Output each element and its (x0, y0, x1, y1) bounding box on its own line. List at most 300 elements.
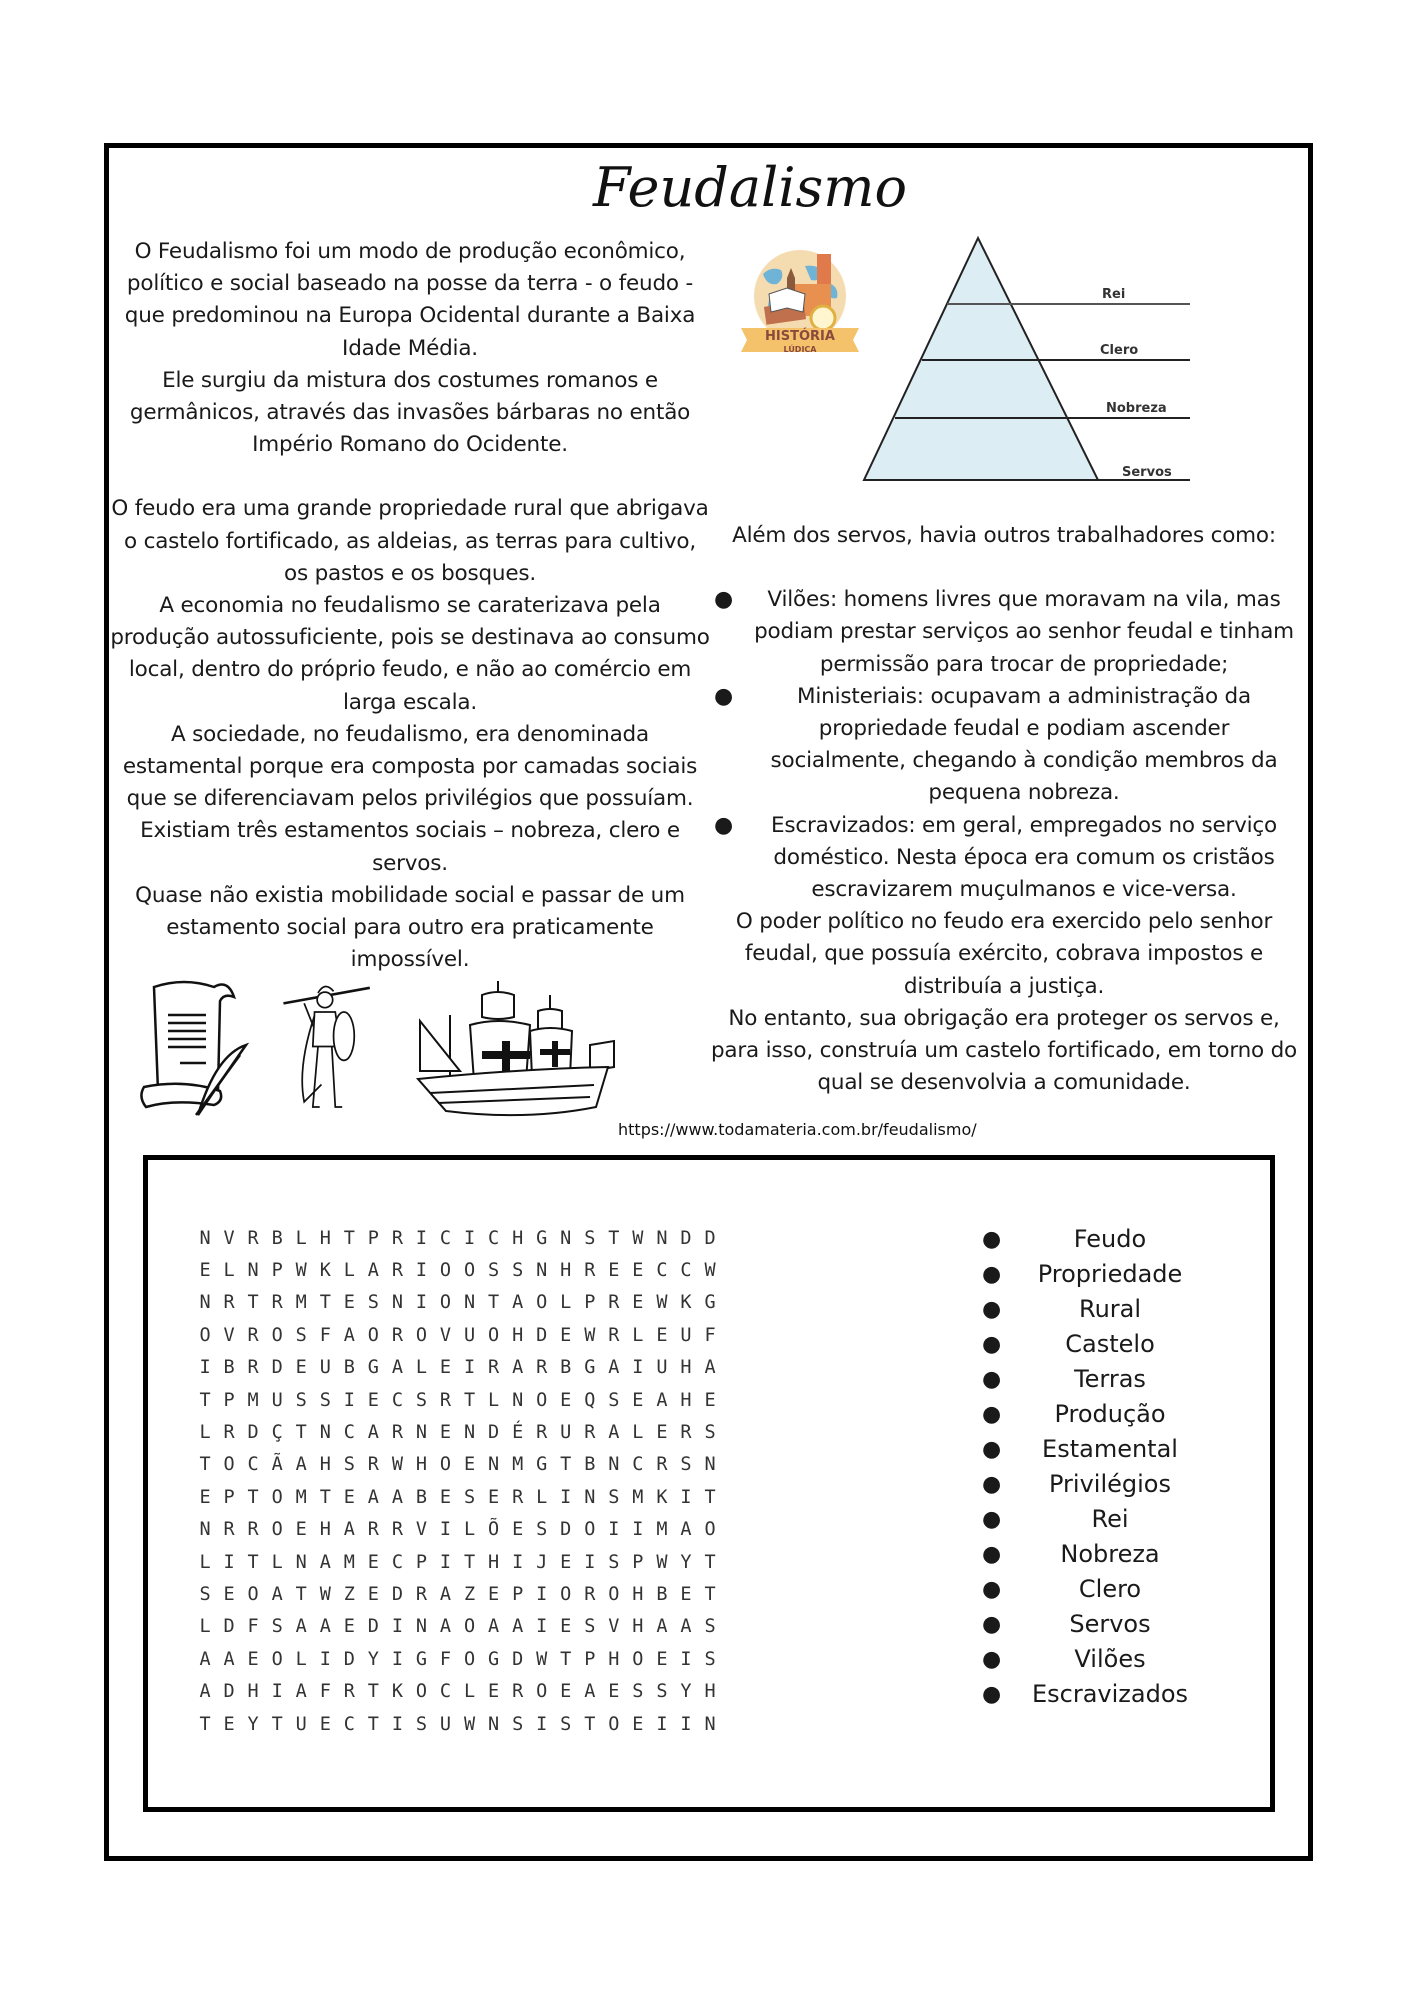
grid-cell[interactable]: U (439, 1713, 452, 1735)
grid-cell[interactable]: R (391, 1260, 403, 1282)
grid-cell[interactable]: I (680, 1648, 692, 1670)
grid-cell[interactable]: L (463, 1681, 476, 1703)
grid-cell[interactable]: L (632, 1422, 644, 1444)
grid-cell[interactable]: E (560, 1681, 572, 1703)
grid-cell[interactable]: C (343, 1713, 355, 1735)
grid-cell[interactable]: E (199, 1260, 211, 1282)
grid-cell[interactable]: I (584, 1551, 596, 1573)
grid-cell[interactable]: T (319, 1292, 331, 1314)
grid-cell[interactable]: S (512, 1260, 524, 1282)
grid-cell[interactable]: R (247, 1324, 259, 1346)
grid-cell[interactable]: E (560, 1324, 572, 1346)
grid-cell[interactable]: S (680, 1454, 692, 1476)
grid-cell[interactable]: U (680, 1324, 692, 1346)
grid-cell[interactable]: N (319, 1422, 331, 1444)
grid-cell[interactable]: P (415, 1551, 428, 1573)
grid-cell[interactable]: D (704, 1227, 716, 1249)
grid-cell[interactable]: A (704, 1357, 716, 1379)
grid-cell[interactable]: H (608, 1648, 620, 1670)
grid-cell[interactable]: C (247, 1454, 259, 1476)
grid-cell[interactable]: M (295, 1292, 307, 1314)
grid-cell[interactable]: G (415, 1648, 428, 1670)
grid-cell[interactable]: I (415, 1227, 428, 1249)
grid-cell[interactable]: A (199, 1681, 211, 1703)
grid-cell[interactable]: N (391, 1292, 403, 1314)
grid-cell[interactable]: S (608, 1486, 620, 1508)
grid-cell[interactable]: D (391, 1583, 403, 1605)
grid-cell[interactable]: A (271, 1583, 283, 1605)
grid-cell[interactable]: Y (367, 1648, 379, 1670)
grid-cell[interactable]: I (560, 1486, 572, 1508)
grid-cell[interactable]: T (367, 1713, 379, 1735)
grid-cell[interactable]: S (319, 1389, 331, 1411)
grid-cell[interactable]: D (271, 1357, 283, 1379)
grid-cell[interactable]: D (343, 1648, 355, 1670)
grid-cell[interactable]: S (560, 1713, 572, 1735)
grid-cell[interactable]: Õ (488, 1519, 500, 1541)
grid-cell[interactable]: L (415, 1357, 428, 1379)
grid-cell[interactable]: L (536, 1486, 548, 1508)
grid-cell[interactable]: M (295, 1486, 307, 1508)
grid-cell[interactable]: O (584, 1519, 596, 1541)
grid-cell[interactable]: F (319, 1681, 331, 1703)
grid-cell[interactable]: P (223, 1389, 235, 1411)
grid-cell[interactable]: S (704, 1648, 716, 1670)
grid-cell[interactable]: U (463, 1324, 476, 1346)
grid-cell[interactable]: R (223, 1519, 235, 1541)
grid-cell[interactable]: I (439, 1551, 452, 1573)
grid-cell[interactable]: E (367, 1551, 379, 1573)
grid-cell[interactable]: R (608, 1292, 620, 1314)
grid-cell[interactable]: C (488, 1227, 500, 1249)
grid-cell[interactable]: R (391, 1519, 403, 1541)
grid-cell[interactable]: Q (584, 1389, 596, 1411)
grid-cell[interactable]: E (295, 1519, 307, 1541)
grid-cell[interactable]: S (584, 1616, 596, 1638)
grid-cell[interactable]: H (512, 1324, 524, 1346)
grid-cell[interactable]: N (512, 1389, 524, 1411)
grid-cell[interactable]: E (656, 1648, 668, 1670)
grid-cell[interactable]: I (680, 1486, 692, 1508)
grid-cell[interactable]: R (247, 1519, 259, 1541)
grid-cell[interactable]: W (632, 1227, 644, 1249)
grid-cell[interactable]: R (247, 1227, 259, 1249)
grid-cell[interactable]: T (247, 1551, 259, 1573)
grid-cell[interactable]: E (608, 1681, 620, 1703)
grid-cell[interactable]: E (488, 1583, 500, 1605)
grid-cell[interactable]: R (584, 1260, 596, 1282)
grid-cell[interactable]: R (439, 1389, 452, 1411)
grid-cell[interactable]: A (488, 1616, 500, 1638)
grid-cell[interactable]: N (536, 1260, 548, 1282)
grid-cell[interactable]: F (319, 1324, 331, 1346)
grid-cell[interactable]: E (632, 1292, 644, 1314)
grid-cell[interactable]: F (247, 1616, 259, 1638)
grid-cell[interactable]: V (415, 1519, 428, 1541)
grid-cell[interactable]: T (343, 1227, 355, 1249)
grid-cell[interactable]: S (584, 1227, 596, 1249)
grid-cell[interactable]: O (415, 1324, 428, 1346)
grid-cell[interactable]: U (271, 1389, 283, 1411)
grid-cell[interactable]: D (223, 1616, 235, 1638)
grid-cell[interactable]: E (439, 1486, 452, 1508)
grid-cell[interactable]: T (367, 1681, 379, 1703)
grid-cell[interactable]: I (512, 1551, 524, 1573)
grid-cell[interactable]: B (223, 1357, 235, 1379)
grid-cell[interactable]: E (560, 1616, 572, 1638)
grid-cell[interactable]: R (415, 1583, 428, 1605)
grid-cell[interactable]: V (223, 1227, 235, 1249)
grid-cell[interactable]: T (704, 1583, 716, 1605)
grid-cell[interactable]: B (584, 1454, 596, 1476)
grid-cell[interactable]: H (680, 1357, 692, 1379)
grid-cell[interactable]: E (343, 1616, 355, 1638)
grid-cell[interactable]: S (343, 1454, 355, 1476)
grid-cell[interactable]: A (343, 1324, 355, 1346)
grid-cell[interactable]: R (584, 1422, 596, 1444)
grid-cell[interactable]: P (632, 1551, 644, 1573)
grid-cell[interactable]: I (608, 1519, 620, 1541)
grid-cell[interactable]: E (199, 1486, 211, 1508)
grid-cell[interactable]: O (271, 1324, 283, 1346)
grid-cell[interactable]: W (704, 1260, 716, 1282)
grid-cell[interactable]: N (463, 1422, 476, 1444)
grid-cell[interactable]: F (704, 1324, 716, 1346)
grid-cell[interactable]: B (415, 1486, 428, 1508)
grid-cell[interactable]: I (391, 1616, 403, 1638)
grid-cell[interactable]: V (608, 1616, 620, 1638)
grid-cell[interactable]: M (656, 1519, 668, 1541)
grid-cell[interactable]: K (680, 1292, 692, 1314)
grid-cell[interactable]: A (295, 1616, 307, 1638)
grid-cell[interactable]: B (560, 1357, 572, 1379)
grid-cell[interactable]: A (319, 1551, 331, 1573)
grid-cell[interactable]: S (536, 1519, 548, 1541)
grid-cell[interactable]: L (343, 1260, 355, 1282)
grid-cell[interactable]: A (295, 1681, 307, 1703)
grid-cell[interactable]: E (656, 1324, 668, 1346)
grid-cell[interactable]: R (367, 1519, 379, 1541)
grid-cell[interactable]: N (488, 1713, 500, 1735)
grid-cell[interactable]: O (367, 1324, 379, 1346)
grid-cell[interactable]: J (536, 1551, 548, 1573)
grid-cell[interactable]: T (199, 1713, 211, 1735)
grid-cell[interactable]: G (704, 1292, 716, 1314)
grid-cell[interactable]: E (512, 1519, 524, 1541)
grid-cell[interactable]: A (391, 1486, 403, 1508)
grid-cell[interactable]: H (632, 1616, 644, 1638)
grid-cell[interactable]: S (271, 1616, 283, 1638)
grid-cell[interactable]: R (343, 1681, 355, 1703)
grid-cell[interactable]: N (463, 1292, 476, 1314)
grid-cell[interactable]: D (488, 1422, 500, 1444)
grid-cell[interactable]: B (271, 1227, 283, 1249)
grid-cell[interactable]: T (319, 1486, 331, 1508)
grid-cell[interactable]: I (271, 1681, 283, 1703)
grid-cell[interactable]: P (271, 1260, 283, 1282)
grid-cell[interactable]: L (463, 1519, 476, 1541)
grid-cell[interactable]: S (608, 1551, 620, 1573)
grid-cell[interactable]: M (343, 1551, 355, 1573)
grid-cell[interactable]: S (512, 1713, 524, 1735)
grid-cell[interactable]: O (608, 1713, 620, 1735)
grid-cell[interactable]: T (295, 1422, 307, 1444)
grid-cell[interactable]: U (319, 1357, 331, 1379)
grid-cell[interactable]: L (199, 1616, 211, 1638)
grid-cell[interactable]: M (247, 1389, 259, 1411)
grid-cell[interactable]: O (536, 1681, 548, 1703)
grid-cell[interactable]: O (536, 1389, 548, 1411)
grid-cell[interactable]: D (512, 1648, 524, 1670)
grid-cell[interactable]: K (391, 1681, 403, 1703)
grid-cell[interactable]: E (367, 1389, 379, 1411)
grid-cell[interactable]: E (704, 1389, 716, 1411)
grid-cell[interactable]: A (343, 1519, 355, 1541)
grid-cell[interactable]: I (463, 1357, 476, 1379)
grid-cell[interactable]: I (343, 1389, 355, 1411)
grid-cell[interactable]: S (704, 1422, 716, 1444)
grid-cell[interactable]: H (632, 1583, 644, 1605)
grid-cell[interactable]: A (199, 1648, 211, 1670)
grid-cell[interactable]: Ã (271, 1454, 283, 1476)
grid-cell[interactable]: O (271, 1486, 283, 1508)
grid-cell[interactable]: L (632, 1324, 644, 1346)
grid-cell[interactable]: N (199, 1227, 211, 1249)
grid-cell[interactable]: S (415, 1389, 428, 1411)
grid-cell[interactable]: N (656, 1227, 668, 1249)
grid-cell[interactable]: I (680, 1713, 692, 1735)
grid-cell[interactable]: P (367, 1227, 379, 1249)
grid-cell[interactable]: A (512, 1616, 524, 1638)
grid-cell[interactable]: O (536, 1292, 548, 1314)
grid-cell[interactable]: M (632, 1486, 644, 1508)
grid-cell[interactable]: N (247, 1260, 259, 1282)
grid-cell[interactable]: Y (680, 1551, 692, 1573)
grid-cell[interactable]: E (680, 1583, 692, 1605)
grid-cell[interactable]: P (584, 1292, 596, 1314)
grid-cell[interactable]: C (439, 1227, 452, 1249)
grid-cell[interactable]: L (199, 1551, 211, 1573)
grid-cell[interactable]: H (512, 1227, 524, 1249)
grid-cell[interactable]: R (536, 1357, 548, 1379)
grid-cell[interactable]: E (247, 1648, 259, 1670)
grid-cell[interactable]: O (271, 1648, 283, 1670)
grid-cell[interactable]: U (295, 1713, 307, 1735)
grid-cell[interactable]: B (343, 1357, 355, 1379)
grid-cell[interactable]: I (223, 1551, 235, 1573)
grid-cell[interactable]: S (463, 1486, 476, 1508)
grid-cell[interactable]: T (247, 1292, 259, 1314)
grid-cell[interactable]: V (223, 1324, 235, 1346)
grid-cell[interactable]: G (488, 1648, 500, 1670)
grid-cell[interactable]: D (223, 1681, 235, 1703)
grid-cell[interactable]: I (391, 1648, 403, 1670)
grid-cell[interactable]: E (319, 1713, 331, 1735)
grid-cell[interactable]: H (560, 1260, 572, 1282)
grid-cell[interactable]: A (512, 1292, 524, 1314)
grid-cell[interactable]: U (560, 1422, 572, 1444)
grid-cell[interactable]: T (271, 1713, 283, 1735)
grid-cell[interactable]: A (319, 1616, 331, 1638)
grid-cell[interactable]: A (391, 1357, 403, 1379)
grid-cell[interactable]: C (656, 1260, 668, 1282)
grid-cell[interactable]: R (584, 1583, 596, 1605)
grid-cell[interactable]: P (584, 1648, 596, 1670)
grid-cell[interactable]: N (199, 1292, 211, 1314)
grid-cell[interactable]: W (463, 1713, 476, 1735)
grid-cell[interactable]: T (584, 1713, 596, 1735)
grid-cell[interactable]: R (391, 1422, 403, 1444)
grid-cell[interactable]: Z (343, 1583, 355, 1605)
grid-cell[interactable]: I (656, 1713, 668, 1735)
grid-cell[interactable]: L (295, 1227, 307, 1249)
grid-cell[interactable]: S (367, 1292, 379, 1314)
grid-cell[interactable]: C (391, 1551, 403, 1573)
grid-cell[interactable]: C (343, 1422, 355, 1444)
grid-cell[interactable]: O (439, 1260, 452, 1282)
grid-cell[interactable]: R (223, 1422, 235, 1444)
grid-cell[interactable]: T (199, 1389, 211, 1411)
grid-cell[interactable]: D (536, 1324, 548, 1346)
grid-cell[interactable]: R (391, 1227, 403, 1249)
grid-cell[interactable]: A (295, 1454, 307, 1476)
grid-cell[interactable]: Y (680, 1681, 692, 1703)
grid-cell[interactable]: R (488, 1357, 500, 1379)
grid-cell[interactable]: H (247, 1681, 259, 1703)
grid-cell[interactable]: I (319, 1648, 331, 1670)
grid-cell[interactable]: N (608, 1454, 620, 1476)
grid-cell[interactable]: N (295, 1551, 307, 1573)
grid-cell[interactable]: G (584, 1357, 596, 1379)
grid-cell[interactable]: A (439, 1616, 452, 1638)
grid-cell[interactable]: C (680, 1260, 692, 1282)
grid-cell[interactable]: N (704, 1454, 716, 1476)
grid-cell[interactable]: O (463, 1616, 476, 1638)
grid-cell[interactable]: A (680, 1519, 692, 1541)
grid-cell[interactable]: A (367, 1486, 379, 1508)
grid-cell[interactable]: E (367, 1583, 379, 1605)
grid-cell[interactable]: G (536, 1454, 548, 1476)
grid-cell[interactable]: R (512, 1681, 524, 1703)
grid-cell[interactable]: I (536, 1616, 548, 1638)
grid-cell[interactable]: E (439, 1422, 452, 1444)
grid-cell[interactable]: P (223, 1486, 235, 1508)
grid-cell[interactable]: L (271, 1551, 283, 1573)
grid-cell[interactable]: E (488, 1486, 500, 1508)
grid-cell[interactable]: E (223, 1583, 235, 1605)
grid-cell[interactable]: R (680, 1422, 692, 1444)
grid-cell[interactable]: E (560, 1389, 572, 1411)
grid-cell[interactable]: E (656, 1422, 668, 1444)
grid-cell[interactable]: O (632, 1648, 644, 1670)
grid-cell[interactable]: A (608, 1357, 620, 1379)
grid-cell[interactable]: R (512, 1486, 524, 1508)
grid-cell[interactable]: É (512, 1422, 524, 1444)
grid-cell[interactable]: E (488, 1681, 500, 1703)
grid-cell[interactable]: T (199, 1454, 211, 1476)
grid-cell[interactable]: L (199, 1422, 211, 1444)
grid-cell[interactable]: R (223, 1292, 235, 1314)
grid-cell[interactable]: T (704, 1486, 716, 1508)
grid-cell[interactable]: E (439, 1357, 452, 1379)
grid-cell[interactable]: O (704, 1519, 716, 1541)
grid-cell[interactable]: R (536, 1422, 548, 1444)
grid-cell[interactable]: L (223, 1260, 235, 1282)
grid-cell[interactable]: E (223, 1713, 235, 1735)
grid-cell[interactable]: I (632, 1357, 644, 1379)
grid-cell[interactable]: S (295, 1389, 307, 1411)
grid-cell[interactable]: S (488, 1260, 500, 1282)
grid-cell[interactable]: O (415, 1681, 428, 1703)
grid-cell[interactable]: W (656, 1551, 668, 1573)
grid-cell[interactable]: W (656, 1292, 668, 1314)
grid-cell[interactable]: S (295, 1324, 307, 1346)
grid-cell[interactable]: L (488, 1389, 500, 1411)
grid-cell[interactable]: A (223, 1648, 235, 1670)
grid-cell[interactable]: O (439, 1292, 452, 1314)
grid-cell[interactable]: K (656, 1486, 668, 1508)
grid-cell[interactable]: O (488, 1324, 500, 1346)
grid-cell[interactable]: T (704, 1551, 716, 1573)
grid-cell[interactable]: A (680, 1616, 692, 1638)
grid-cell[interactable]: I (415, 1292, 428, 1314)
grid-cell[interactable]: O (247, 1583, 259, 1605)
grid-cell[interactable]: C (632, 1454, 644, 1476)
grid-cell[interactable]: A (512, 1357, 524, 1379)
grid-cell[interactable]: E (560, 1551, 572, 1573)
grid-cell[interactable]: R (608, 1324, 620, 1346)
grid-cell[interactable]: I (463, 1227, 476, 1249)
grid-cell[interactable]: R (367, 1454, 379, 1476)
grid-cell[interactable]: E (463, 1454, 476, 1476)
grid-cell[interactable]: K (319, 1260, 331, 1282)
grid-cell[interactable]: C (439, 1681, 452, 1703)
grid-cell[interactable]: M (512, 1454, 524, 1476)
grid-cell[interactable]: T (463, 1389, 476, 1411)
grid-cell[interactable]: S (415, 1713, 428, 1735)
grid-cell[interactable]: Z (463, 1583, 476, 1605)
grid-cell[interactable]: T (608, 1227, 620, 1249)
grid-cell[interactable]: I (439, 1519, 452, 1541)
grid-cell[interactable]: I (199, 1357, 211, 1379)
grid-cell[interactable]: I (536, 1583, 548, 1605)
grid-cell[interactable]: D (247, 1422, 259, 1444)
grid-cell[interactable]: O (463, 1260, 476, 1282)
grid-cell[interactable]: I (415, 1260, 428, 1282)
grid-cell[interactable]: A (656, 1616, 668, 1638)
grid-cell[interactable]: O (463, 1648, 476, 1670)
grid-cell[interactable]: S (656, 1681, 668, 1703)
grid-cell[interactable]: O (560, 1583, 572, 1605)
grid-cell[interactable]: T (247, 1486, 259, 1508)
grid-cell[interactable]: N (415, 1616, 428, 1638)
grid-cell[interactable]: E (632, 1260, 644, 1282)
grid-cell[interactable]: A (584, 1681, 596, 1703)
grid-cell[interactable]: S (199, 1583, 211, 1605)
grid-cell[interactable]: W (391, 1454, 403, 1476)
grid-cell[interactable]: I (536, 1713, 548, 1735)
grid-cell[interactable]: N (199, 1519, 211, 1541)
grid-cell[interactable]: P (512, 1583, 524, 1605)
grid-cell[interactable]: D (367, 1616, 379, 1638)
grid-cell[interactable]: G (536, 1227, 548, 1249)
grid-cell[interactable]: H (704, 1681, 716, 1703)
grid-cell[interactable]: B (656, 1583, 668, 1605)
grid-cell[interactable]: H (680, 1389, 692, 1411)
grid-cell[interactable]: O (271, 1519, 283, 1541)
grid-cell[interactable]: N (415, 1422, 428, 1444)
grid-cell[interactable]: A (608, 1422, 620, 1444)
